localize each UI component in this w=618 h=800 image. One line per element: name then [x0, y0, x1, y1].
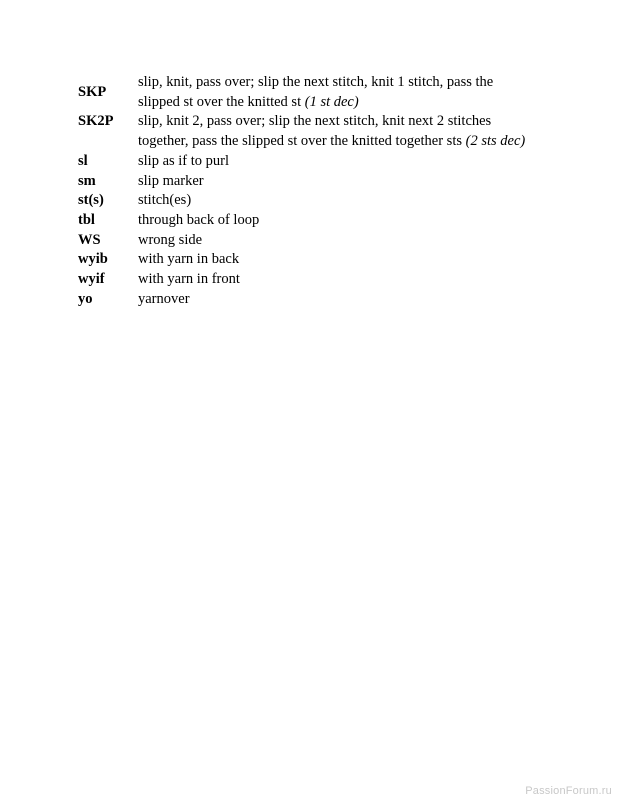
abbreviation-term: wyif	[78, 271, 105, 288]
abbreviation-definition: yarnover	[138, 290, 190, 307]
abbreviation-definition: with yarn in front	[138, 271, 240, 288]
definition-text: slip, knit, pass over; slip the next stitch, knit 1 stitch, pass the slipped st over the knitted st	[138, 74, 494, 110]
abbreviation-definition: slip as if to purl	[138, 152, 230, 169]
abbreviation-definition	[138, 73, 538, 112]
abbreviation-term: WS	[78, 231, 101, 248]
abbreviation-row	[78, 152, 538, 172]
abbreviation-row	[78, 290, 538, 310]
abbreviation-term: sm	[78, 172, 96, 189]
abbreviation-row	[78, 172, 538, 192]
abbreviation-definition: with yarn in back	[138, 251, 240, 268]
abbreviation-row	[78, 73, 538, 112]
abbreviation-definition: wrong side	[138, 231, 203, 248]
abbreviation-row	[78, 191, 538, 211]
abbreviation-row	[78, 211, 538, 231]
abbreviation-definition: slip marker	[138, 172, 204, 189]
abbreviation-row	[78, 112, 538, 151]
abbreviation-row	[78, 250, 538, 270]
watermark: PassionForum.ru	[525, 785, 612, 797]
abbreviations-table	[78, 73, 538, 309]
abbreviation-row	[78, 270, 538, 290]
abbreviation-term: wyib	[78, 251, 108, 268]
abbreviation-term: SK2P	[78, 113, 114, 130]
abbreviation-term: st(s)	[78, 192, 104, 209]
abbreviation-term: SKP	[78, 83, 107, 100]
abbreviation-definition	[138, 112, 538, 151]
definition-text: slip, knit 2, pass over; slip the next stitch, knit next 2 stitches together, pass the slipped st over the knitted together sts	[138, 113, 492, 150]
definition-note: (2 sts dec)	[465, 133, 526, 150]
definition-note: (1 st dec)	[304, 93, 359, 110]
abbreviation-term: sl	[78, 152, 88, 169]
abbreviation-definition: through back of loop	[138, 211, 260, 228]
abbreviation-term: tbl	[78, 211, 95, 228]
abbreviation-definition: stitch(es)	[138, 192, 192, 209]
abbreviation-term: yo	[78, 290, 93, 307]
abbreviation-row	[78, 231, 538, 251]
